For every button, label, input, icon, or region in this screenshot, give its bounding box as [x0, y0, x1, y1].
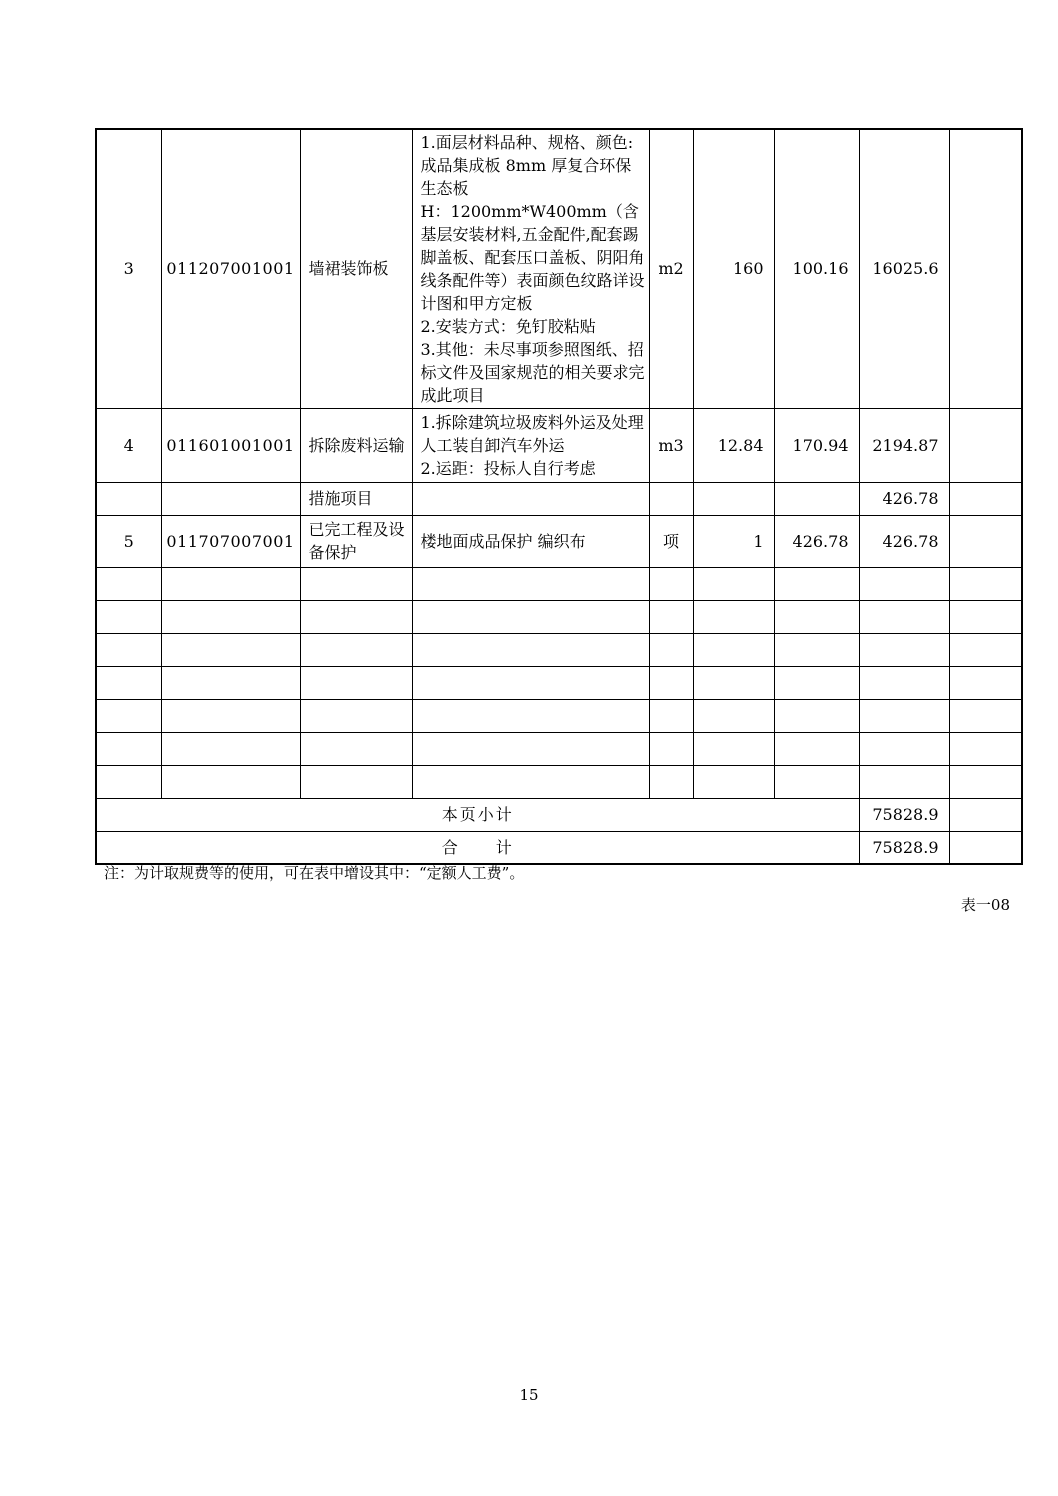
total-label: 合 计: [96, 831, 859, 864]
item-description: 1.拆除建筑垃圾废料外运及处理 人工装自卸汽车外运 2.运距：投标人自行考虑: [412, 408, 649, 482]
item-remark: [949, 129, 1022, 408]
row-number: 4: [96, 408, 161, 482]
item-remark: [949, 408, 1022, 482]
item-remark: [949, 482, 1022, 515]
item-name: 拆除废料运输: [300, 408, 412, 482]
page-subtotal-row: [96, 798, 1022, 831]
item-code: [161, 482, 300, 515]
item-unit-price: 170.94: [774, 408, 859, 482]
empty-table-row: [96, 765, 1022, 798]
empty-table-row: [96, 600, 1022, 633]
item-quantity: 160: [693, 129, 774, 408]
item-unit: 项: [649, 515, 693, 567]
item-quantity: 1: [693, 515, 774, 567]
empty-table-row: [96, 732, 1022, 765]
table-row: [96, 408, 1022, 482]
item-name: 已完工程及设备保护: [300, 515, 412, 567]
table-row: [96, 129, 1022, 408]
item-code: 011207001001: [161, 129, 300, 408]
item-quantity: [693, 482, 774, 515]
item-unit: m3: [649, 408, 693, 482]
page-subtotal-remark: [949, 798, 1022, 831]
item-name: 措施项目: [300, 482, 412, 515]
item-unit-price: [774, 482, 859, 515]
item-quantity: 12.84: [693, 408, 774, 482]
form-code: 表一08: [960, 896, 1010, 914]
table-note: 注：为计取规费等的使用，可在表中增设其中：“定额人工费”。: [104, 864, 525, 882]
item-amount: 426.78: [859, 482, 949, 515]
table-row: [96, 515, 1022, 567]
item-description: 1.面层材料品种、规格、颜色:成品集成板 8mm 厚复合环保生态板 H：1200mm*W400mm（含基层安装材料,五金配件,配套踢脚盖板、配套压口盖板、阴阳角线条配件等）表面颜色纹路详设计图和甲方定板 2.安装方式：免钉胶粘贴 3.其他：未尽事项参照图纸、招标文件及国家规范的相关要求完成此项目: [412, 129, 649, 408]
empty-table-row: [96, 699, 1022, 732]
row-number: 5: [96, 515, 161, 567]
item-unit-price: 100.16: [774, 129, 859, 408]
item-description: 楼地面成品保护 编织布: [412, 515, 649, 567]
item-amount: 426.78: [859, 515, 949, 567]
row-number: 3: [96, 129, 161, 408]
empty-table-row: [96, 567, 1022, 600]
item-amount: 16025.6: [859, 129, 949, 408]
item-unit: [649, 482, 693, 515]
page-subtotal-label: 本页小计: [96, 798, 859, 831]
total-amount: 75828.9: [859, 831, 949, 864]
item-amount: 2194.87: [859, 408, 949, 482]
item-description: [412, 482, 649, 515]
item-name: 墙裙装饰板: [300, 129, 412, 408]
page-subtotal-amount: 75828.9: [859, 798, 949, 831]
item-unit-price: 426.78: [774, 515, 859, 567]
page-number: 15: [519, 1386, 539, 1404]
item-code: 011601001001: [161, 408, 300, 482]
item-code: 011707007001: [161, 515, 300, 567]
empty-table-row: [96, 633, 1022, 666]
bill-of-quantities-table: [95, 128, 1023, 865]
item-unit: m2: [649, 129, 693, 408]
total-row: [96, 831, 1022, 864]
empty-table-row: [96, 666, 1022, 699]
item-remark: [949, 515, 1022, 567]
row-number: [96, 482, 161, 515]
table-row: [96, 482, 1022, 515]
total-remark: [949, 831, 1022, 864]
